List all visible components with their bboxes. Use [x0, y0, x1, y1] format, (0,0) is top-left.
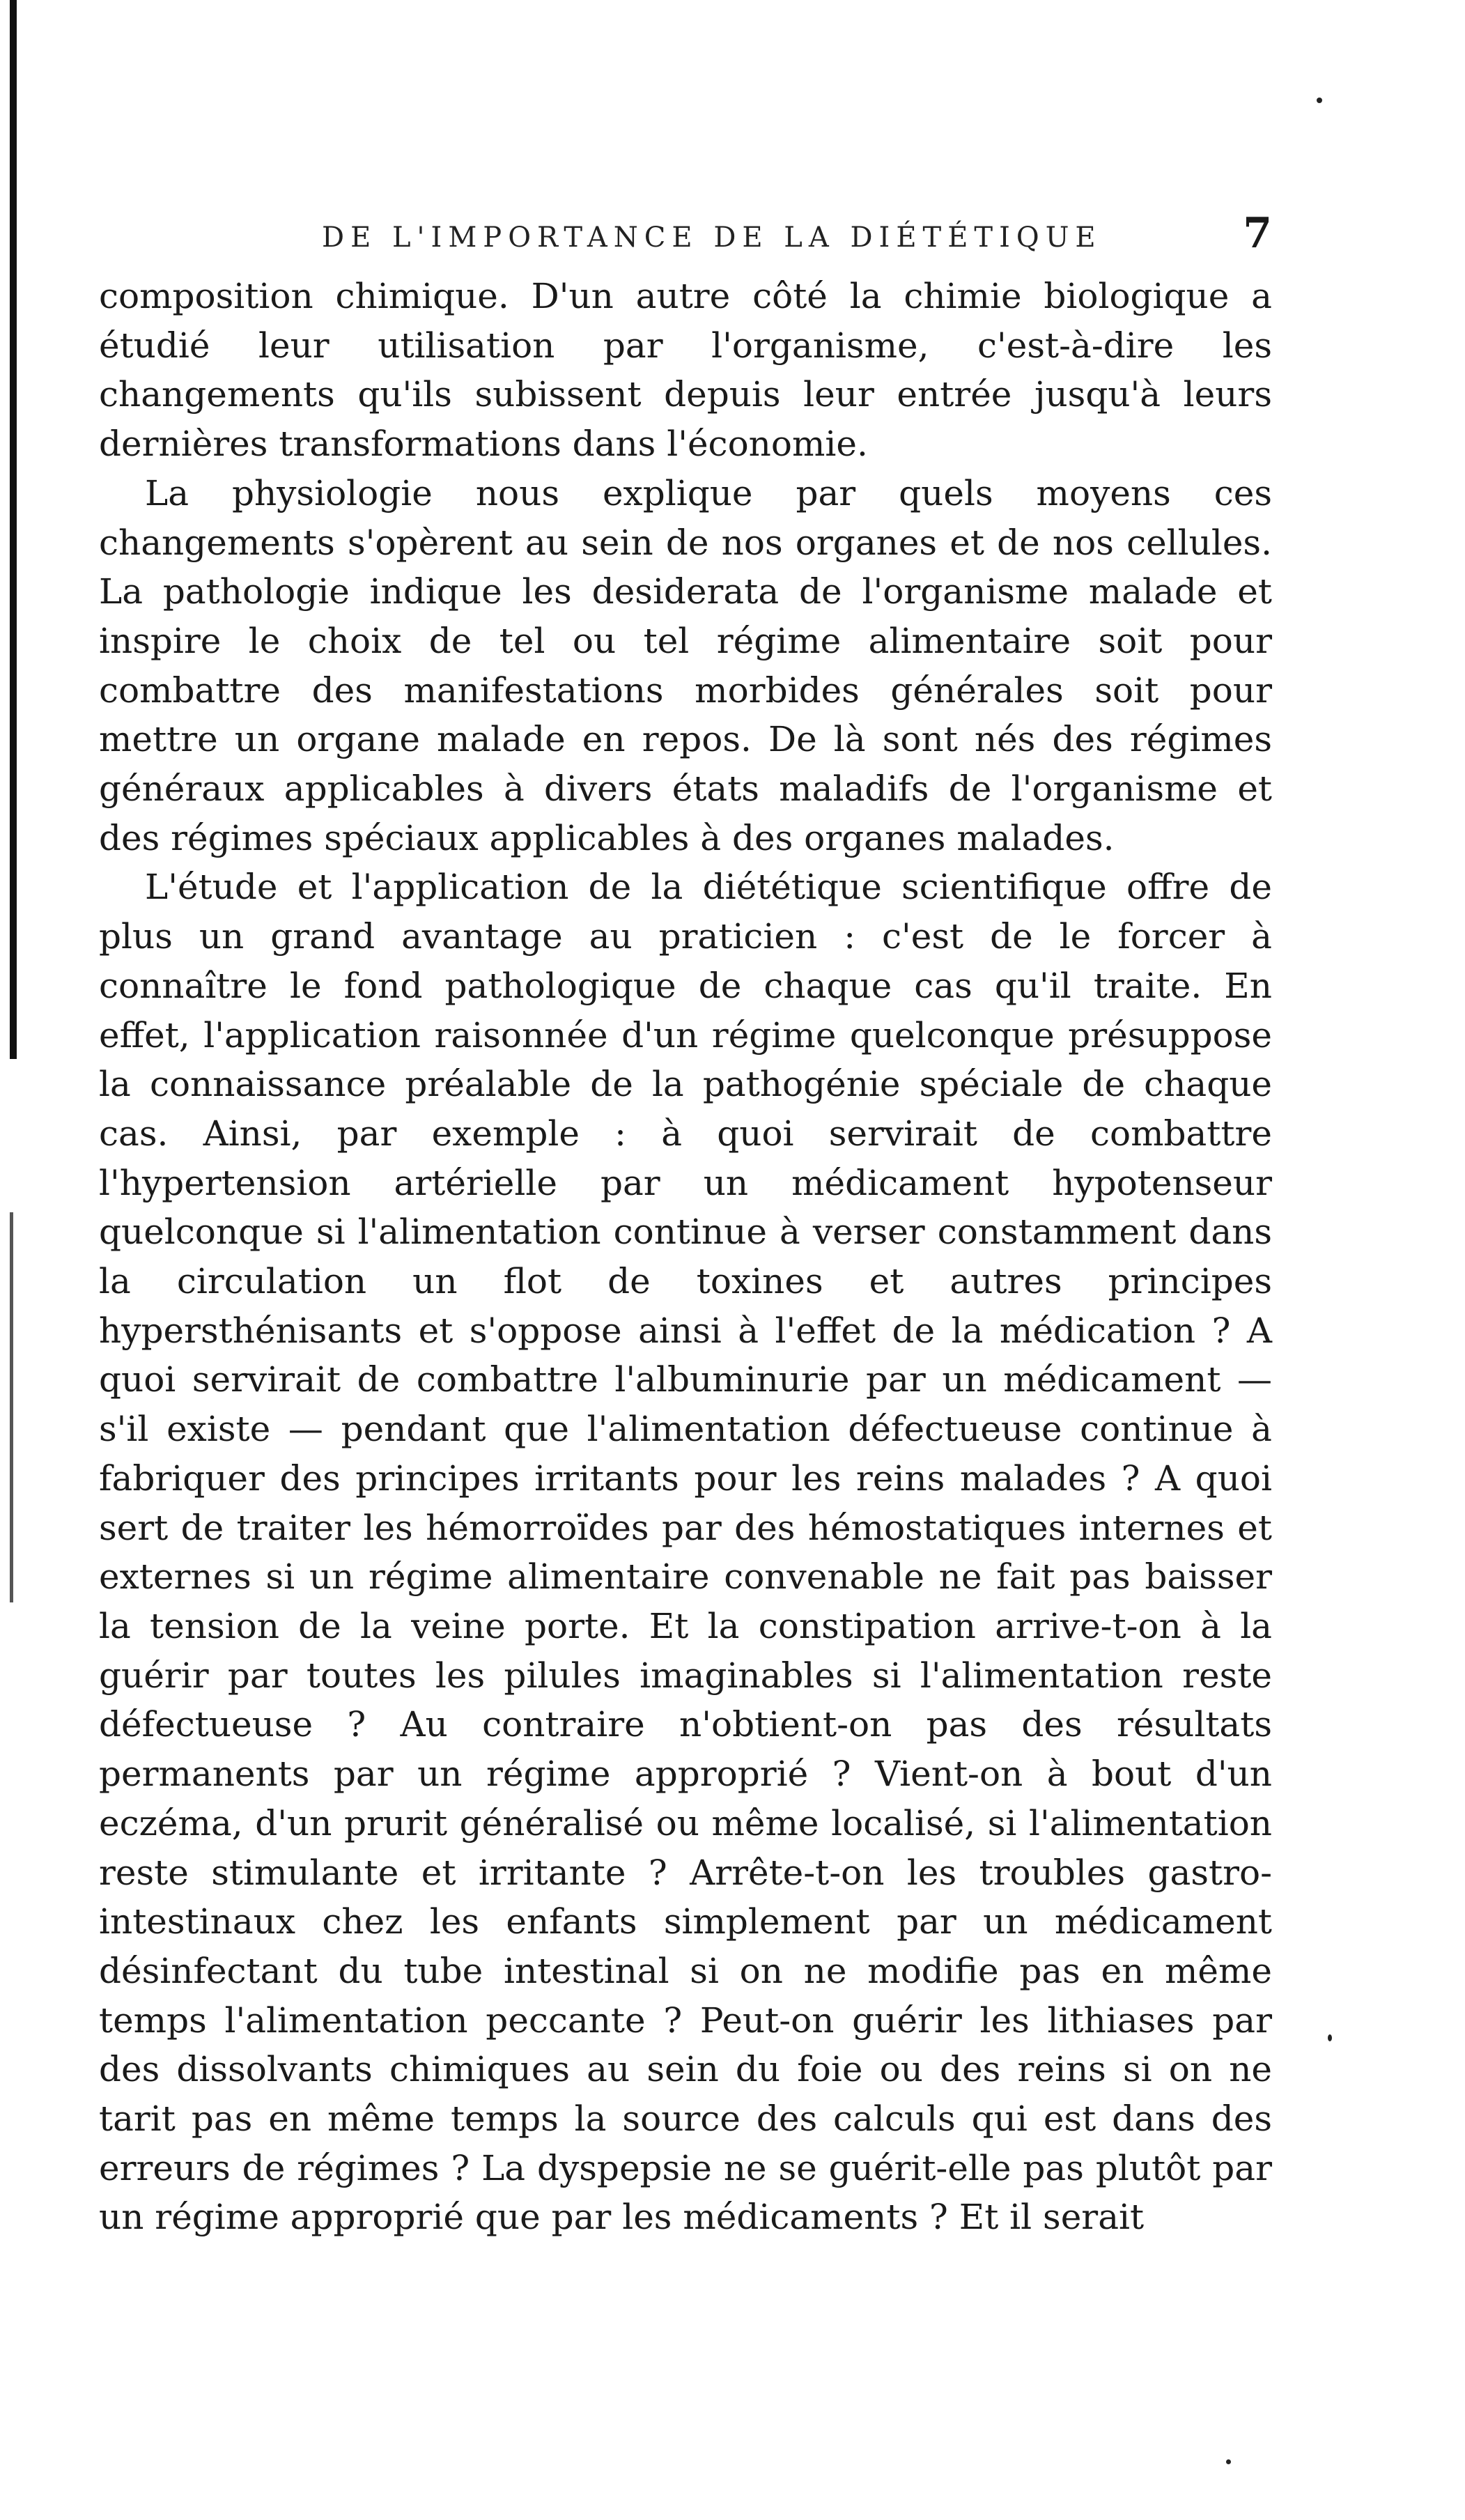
page-number: 7	[1243, 209, 1272, 258]
running-head	[99, 209, 1272, 272]
ink-speck	[1317, 98, 1322, 103]
scan-edge-shadow	[10, 0, 17, 1059]
ink-speck	[1328, 2034, 1332, 2041]
body-text	[99, 272, 1272, 2242]
book-page	[99, 209, 1272, 2242]
paragraph-scientific-dietetics: L'étude et l'application de la diététique scientifique offre de plus un grand avantage au praticien : c'est de le forcer à connaître le fond pathologique de chaque cas qu'il traite. En effet, l'application raisonnée d'un régime quelconque présuppose la connaissance préalable de la pathogénie spéciale de chaque cas. Ainsi, par exemple : à quoi servirait de combattre l'hypertension artérielle par un médicament hypotenseur quelconque si l'alimentation continue à verser constamment dans la circulation un flot de toxines et autres principes hypersthénisants et s'oppose ainsi à l'effet de la médication ? A quoi servirait de combattre l'albuminurie par un médicament — s'il existe — pendant que l'alimentation défectueuse continue à fabriquer des principes irritants pour les reins malades ? A quoi sert de traiter les hémorroïdes par des hémostatiques internes et externes si un régime alimentaire convenable ne fait pas baisser la tension de la veine porte. Et la constipation arrive-t-on à la guérir par toutes les pilules imaginables si l'alimentation reste défectueuse ? Au contraire n'obtient-on pas des résultats permanents par un régime approprié ? Vient-on à bout d'un eczéma, d'un prurit généralisé ou même localisé, si l'alimentation reste stimulante et irritante ? Arrête-t-on les troubles gastro-intestinaux chez les enfants simplement par un médicament désinfectant du tube intestinal si on ne modifie pas en même temps l'alimentation peccante ? Peut-on guérir les lithiases par des dissolvants chimiques au sein du foie ou des reins si on ne tarit pas en même temps la source des calculs qui est dans des erreurs de régimes ? La dyspepsie ne se guérit-elle pas plutôt par un régime approprié que par les médicaments ? Et il serait	[99, 867, 1272, 2238]
scan-edge-shadow-lower	[10, 1212, 13, 1602]
ink-speck	[1226, 2459, 1231, 2464]
running-title: DE L'IMPORTANCE DE LA DIÉTÉTIQUE	[322, 222, 1102, 254]
paragraph-continuation: composition chimique. D'un autre côté la chimie biologique a étudié leur utilisation par l'organisme, c'est-à-dire les changements qu'ils subissent depuis leur entrée jusqu'à leurs dernières transformations dans l'économie.	[99, 276, 1272, 465]
paragraph-physiology: La physiologie nous explique par quels moyens ces changements s'opèrent au sein de nos organes et de nos cellules. La pathologie indique les desiderata de l'organisme malade et inspire le choix de tel ou tel régime alimentaire soit pour combattre des manifestations morbides générales soit pour mettre un organe malade en repos. De là sont nés des régimes généraux applicables à divers états maladifs de l'organisme et des régimes spéciaux applicables à des organes malades.	[99, 472, 1272, 858]
